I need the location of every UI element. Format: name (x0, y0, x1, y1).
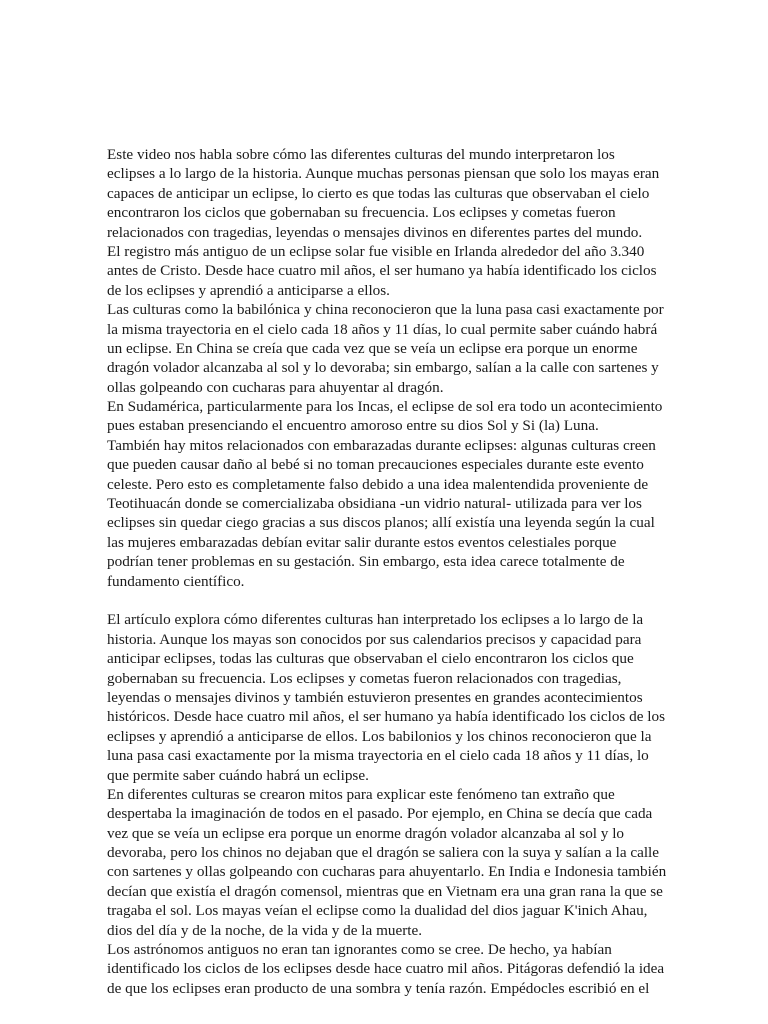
text-line: ollas golpeando con cucharas para ahuyentar al dragón. (107, 378, 444, 396)
text-line: que permite saber cuándo habrá un eclipse. (107, 766, 369, 784)
text-line: pues estaban presenciando el encuentro amoroso entre su dios Sol y Si (la) Luna. (107, 417, 599, 435)
text-line: vez que se veía un eclipse era porque un enorme dragón volador alcanzaba al sol y lo (107, 824, 625, 842)
text-line: con sartenes y ollas golpeando con cucharas para ahuyentarlo. En India e Indonesia también (107, 863, 667, 881)
text-line: luna pasa casi exactamente por la misma trayectoria en el cielo cada 18 años y 11 días, lo (107, 747, 649, 765)
text-line: El registro más antiguo de un eclipse solar fue visible en Irlanda alrededor del año 3.340 (107, 242, 645, 260)
text-line: encontraron los ciclos que gobernaban su frecuencia. Los eclipses y cometas fueron (107, 204, 616, 222)
text-line: fundamento científico. (107, 572, 245, 590)
text-line: celeste. Pero esto es completamente falso debido a una idea malentendida proveniente de (107, 475, 649, 493)
text-line: eclipses y aprendió a anticiparse de ellos. Los babilonios y los chinos reconocieron que la (107, 727, 652, 745)
text-line: capaces de anticipar un eclipse, lo cierto es que todas las culturas que observaban el cielo (107, 184, 650, 202)
text-line: En diferentes culturas se crearon mitos para explicar este fenómeno tan extraño que (107, 785, 615, 803)
text-line: leyendas o mensajes divinos y también estuvieron presentes en grandes acontecimientos (107, 688, 643, 706)
text-line: gobernaban su frecuencia. Los eclipses y cometas fueron relacionados con tragedias, (107, 669, 622, 687)
text-line: anticipar eclipses, todas las culturas que observaban el cielo encontraron los ciclos que (107, 650, 634, 668)
text-line: devoraba, pero los chinos no dejaban que el dragón se saliera con la suya y salían a la calle (107, 844, 660, 862)
text-line: tragaba el sol. Los mayas veían el eclipse como la dualidad del dios jaguar K'inich Ahau, (107, 902, 648, 920)
text-line: Las culturas como la babilónica y china reconocieron que la luna pasa casi exactamente por (107, 301, 664, 319)
text-line: eclipses a lo largo de la historia. Aunque muchas personas piensan que solo los mayas eran (107, 165, 660, 183)
text-line: Los astrónomos antiguos no eran tan ignorantes como se cree. De hecho, ya habían (107, 941, 612, 959)
text-line: históricos. Desde hace cuatro mil años, el ser humano ya había identificado los ciclos de los (107, 708, 665, 726)
text-line: de los eclipses y aprendió a anticiparse a ellos. (107, 281, 390, 299)
text-line: Teotihuacán donde se comercializaba obsidiana -un vidrio natural- utilizada para ver los (107, 495, 642, 513)
text-line: relacionados con tragedias, leyendas o mensajes divinos en diferentes partes del mundo. (107, 223, 643, 241)
text-line: Este video nos habla sobre cómo las diferentes culturas del mundo interpretaron los (107, 146, 615, 163)
text-line: podrían tener problemas en su gestación. Sin embargo, esta idea carece totalmente de (107, 553, 625, 571)
document-body (107, 145, 677, 998)
text-line: historia. Aunque los mayas son conocidos por sus calendarios precisos y capacidad para (107, 630, 642, 648)
text-line: También hay mitos relacionados con embarazadas durante eclipses: algunas culturas creen (107, 436, 656, 454)
text-line: antes de Cristo. Desde hace cuatro mil años, el ser humano ya había identificado los ciclos (107, 262, 657, 280)
text-line: la misma trayectoria en el cielo cada 18 años y 11 días, lo cual permite saber cuándo habrá (107, 320, 658, 338)
text-line: que pueden causar daño al bebé si no toman precauciones especiales durante este evento (107, 456, 644, 474)
text-line: identificado los ciclos de los eclipses desde hace cuatro mil años. Pitágoras defendió la idea (107, 960, 665, 978)
text-line: despertaba la imaginación de todos en el pasado. Por ejemplo, en China se decía que cada (107, 805, 653, 823)
paragraph-gap (107, 591, 677, 610)
text-line: eclipses sin quedar ciego gracias a sus discos planos; allí existía una leyenda según la cual (107, 514, 655, 532)
text-line: decían que existía el dragón comensol, mientras que en Vietnam era una gran rana la que se (107, 882, 663, 900)
paragraph-video-summary (107, 145, 677, 591)
text-line: dios del día y de la noche, de la vida y de la muerte. (107, 921, 423, 939)
text-line: las mujeres embarazadas debían evitar salir durante estos eventos celestiales porque (107, 533, 617, 551)
paragraph-article-summary (107, 610, 677, 998)
text-line: dragón volador alcanzaba al sol y lo devoraba; sin embargo, salían a la calle con sartenes y (107, 359, 659, 377)
text-line: El artículo explora cómo diferentes culturas han interpretado los eclipses a lo largo de la (107, 611, 644, 629)
text-line: En Sudamérica, particularmente para los Incas, el eclipse de sol era todo un acontecimiento (107, 398, 663, 416)
text-line: un eclipse. En China se creía que cada vez que se veía un eclipse era porque un enorme (107, 339, 638, 357)
text-line: de que los eclipses eran producto de una sombra y tenía razón. Empédocles escribió en el (107, 979, 650, 997)
